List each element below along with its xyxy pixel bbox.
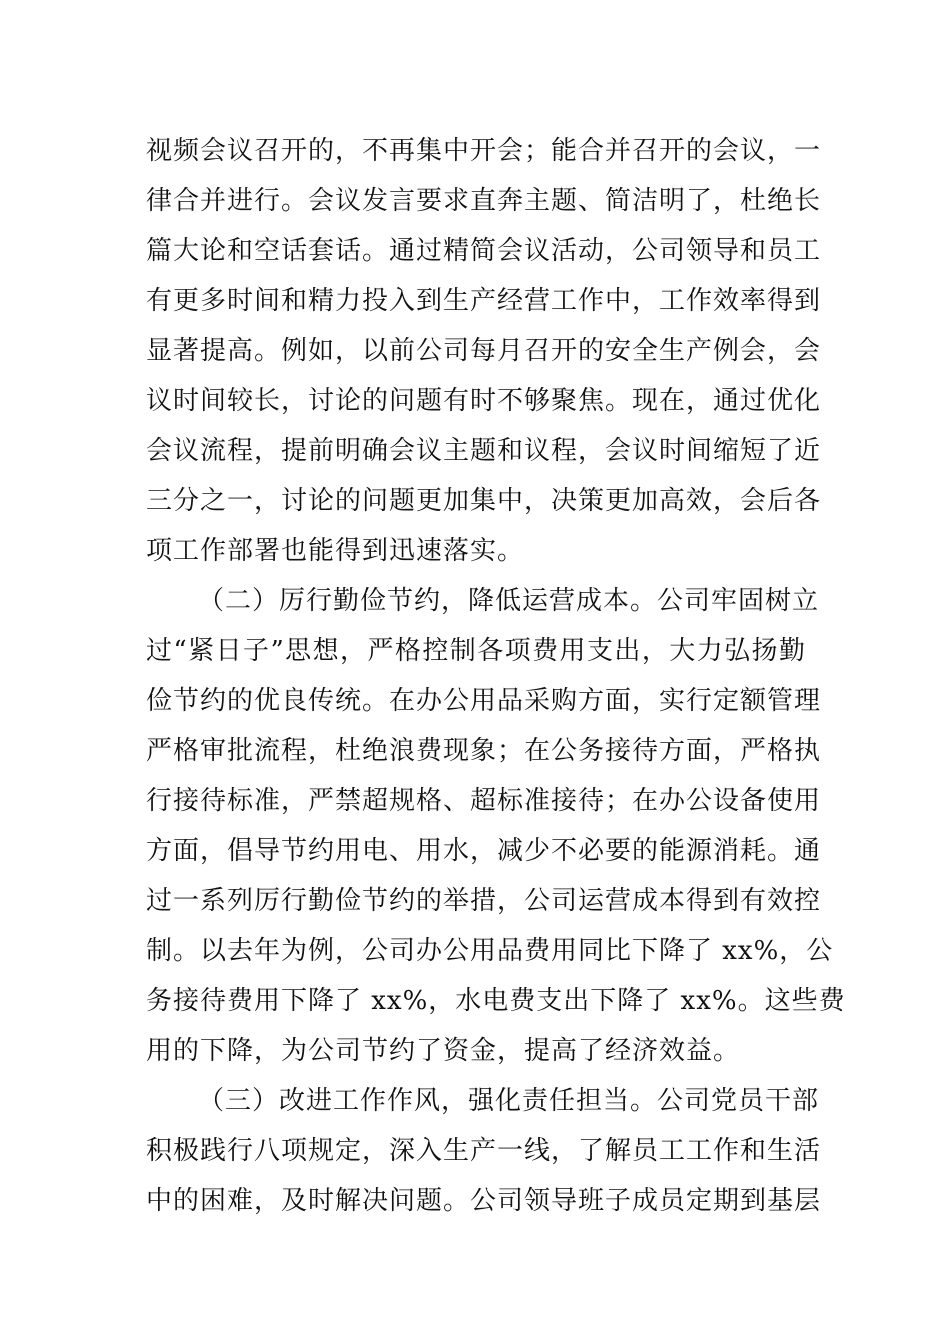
- text-line: 行接待标准，严禁超规格、超标准接待；在办公设备使用: [146, 786, 822, 816]
- section-heading-line: （二）厉行勤俭节约，降低运营成本。公司牢固树立: [198, 586, 820, 616]
- text-line: 有更多时间和精力投入到生产经营工作中，工作效率得到: [146, 286, 822, 316]
- text-line: 方面，倡导节约用电、用水，减少不必要的能源消耗。通: [146, 836, 822, 866]
- text-line: 律合并进行。会议发言要求直奔主题、简洁明了，杜绝长: [146, 186, 822, 216]
- text-line: 严格审批流程，杜绝浪费现象；在公务接待方面，严格执: [146, 736, 822, 766]
- section-heading-line: （三）改进工作作风，强化责任担当。公司党员干部: [198, 1086, 820, 1116]
- body-text: [146, 126, 846, 1226]
- text-line: 显著提高。例如，以前公司每月召开的安全生产例会，会: [146, 336, 822, 366]
- text-line: 务接待费用下降了 xx%，水电费支出下降了 xx%。这些费: [146, 986, 846, 1016]
- text-line: 用的下降，为公司节约了资金，提高了经济效益。: [146, 1036, 741, 1066]
- text-line: 三分之一，讨论的问题更加集中，决策更加高效，会后各: [146, 486, 822, 516]
- text-line: 中的困难，及时解决问题。公司领导班子成员定期到基层: [146, 1186, 822, 1216]
- text-line: 积极践行八项规定，深入生产一线，了解员工工作和生活: [146, 1136, 822, 1166]
- text-line: 会议流程，提前明确会议主题和议程，会议时间缩短了近: [146, 436, 822, 466]
- text-line: 篇大论和空话套话。通过精简会议活动，公司领导和员工: [146, 236, 822, 266]
- text-line: 视频会议召开的，不再集中开会；能合并召开的会议，一: [146, 136, 822, 166]
- text-line: 过“紧日子”思想，严格控制各项费用支出，大力弘扬勤: [146, 636, 806, 666]
- text-line: 制。以去年为例，公司办公用品费用同比下降了 xx%，公: [146, 936, 834, 966]
- text-line: 过一系列厉行勤俭节约的举措，公司运营成本得到有效控: [146, 886, 822, 916]
- text-line: 项工作部署也能得到迅速落实。: [146, 536, 525, 566]
- text-line: 俭节约的优良传统。在办公用品采购方面，实行定额管理: [146, 686, 822, 716]
- text-line: 议时间较长，讨论的问题有时不够聚焦。现在，通过优化: [146, 386, 822, 416]
